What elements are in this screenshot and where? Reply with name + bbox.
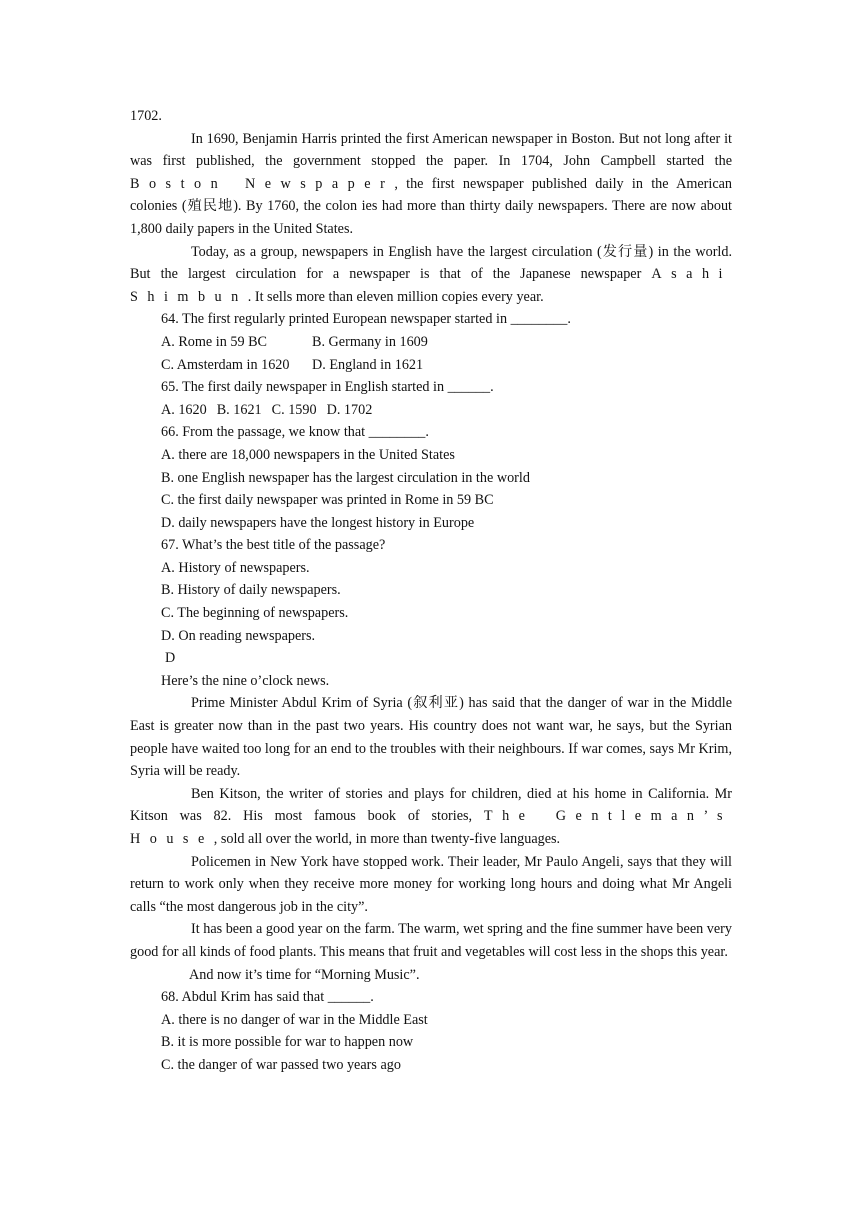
question-68: 68. Abdul Krim has said that ______. bbox=[161, 989, 374, 1006]
question-67-option: A. History of newspapers. bbox=[161, 559, 310, 576]
question-68-option: B. it is more possible for war to happen now bbox=[161, 1034, 414, 1051]
question-67-option: C. The beginning of newspapers. bbox=[161, 605, 349, 622]
question-64: 64. The first regularly printed European newspaper started in ________. bbox=[161, 311, 571, 328]
question-66-option: A. there are 18,000 newspapers in the United States bbox=[161, 446, 455, 463]
passage-c-lead: 1702. bbox=[130, 108, 162, 124]
passage-d-paragraph-2: Ben Kitson, the writer of stories and plays for children, died at his home in California. Mr Kitson was 82. His most famous book of stories, The Gentleman’s House, sold all over the world, in more than twenty-five languages. bbox=[130, 785, 732, 847]
question-64-options-row: A. Rome in 59 BC B. Germany in 1609 bbox=[161, 333, 428, 350]
newspaper-title: Boston Newspaper bbox=[130, 175, 395, 192]
passage-c-paragraph-2: Today, as a group, newspapers in English have the largest circulation (发行量) in the world. But the largest circulation for a newspaper is that of the Japanese newspaper Asahi Shimbun. It sells more than eleven million copies every year. bbox=[130, 243, 732, 305]
question-66-option: C. the first daily newspaper was printed in Rome in 59 BC bbox=[161, 492, 494, 509]
passage-d-label: D bbox=[165, 650, 176, 667]
question-66: 66. From the passage, we know that ________. bbox=[161, 424, 429, 441]
page-content bbox=[130, 105, 732, 1077]
question-67-option: B. History of daily newspapers. bbox=[161, 582, 341, 599]
question-66-option: B. one English newspaper has the largest circulation in the world bbox=[161, 469, 530, 486]
passage-d-paragraph-1: Prime Minister Abdul Krim of Syria (叙利亚) has said that the danger of war in the Middle East is greater now than in the past two years. His country does not want war, he says, but the Syrian people have waited too long for an end to the troubles with their neighbours. If war comes, says Mr Krim, Syria will be ready. bbox=[130, 695, 732, 780]
passage-d-paragraph-5: And now it’s time for “Morning Music”. bbox=[189, 966, 420, 983]
question-65-options-row: A. 1620 B. 1621 C. 1590 D. 1702 bbox=[161, 401, 373, 418]
passage-c-paragraph-1: In 1690, Benjamin Harris printed the first American newspaper in Boston. But not long after it was first published, the government stopped the paper. In 1704, John Campbell started the Boston Newspaper, the first newspaper published daily in the American colonies (殖民地). By 1760, the colon ies had more than thirty daily newspapers. There are now about 1,800 daily papers in the United States. bbox=[130, 130, 733, 237]
question-68-option: C. the danger of war passed two years ago bbox=[161, 1056, 401, 1073]
question-66-option: D. daily newspapers have the longest history in Europe bbox=[161, 514, 475, 531]
passage-d-paragraph-3: Policemen in New York have stopped work. Their leader, Mr Paulo Angeli, says that they will return to work only when they receive more money for working long hours and doing what Mr Angeli calls “the most dangerous job in the city”. bbox=[130, 853, 732, 915]
book-title: The Gentleman’s House bbox=[130, 808, 732, 847]
question-68-option: A. there is no danger of war in the Middle East bbox=[161, 1011, 428, 1028]
passage-d-intro: Here’s the nine o’clock news. bbox=[161, 672, 330, 689]
newspaper-title: Asahi Shimbun bbox=[130, 266, 732, 305]
passage-d-paragraph-4: It has been a good year on the farm. The warm, wet spring and the fine summer have been very good for all kinds of food plants. This means that fruit and vegetables will cost less in the shops this year. bbox=[130, 921, 732, 960]
question-65: 65. The first daily newspaper in English started in ______. bbox=[161, 379, 494, 396]
question-67-option: D. On reading newspapers. bbox=[161, 627, 316, 644]
question-67: 67. What’s the best title of the passage? bbox=[161, 537, 386, 554]
question-64-options-row: C. Amsterdam in 1620 D. England in 1621 bbox=[161, 356, 424, 373]
